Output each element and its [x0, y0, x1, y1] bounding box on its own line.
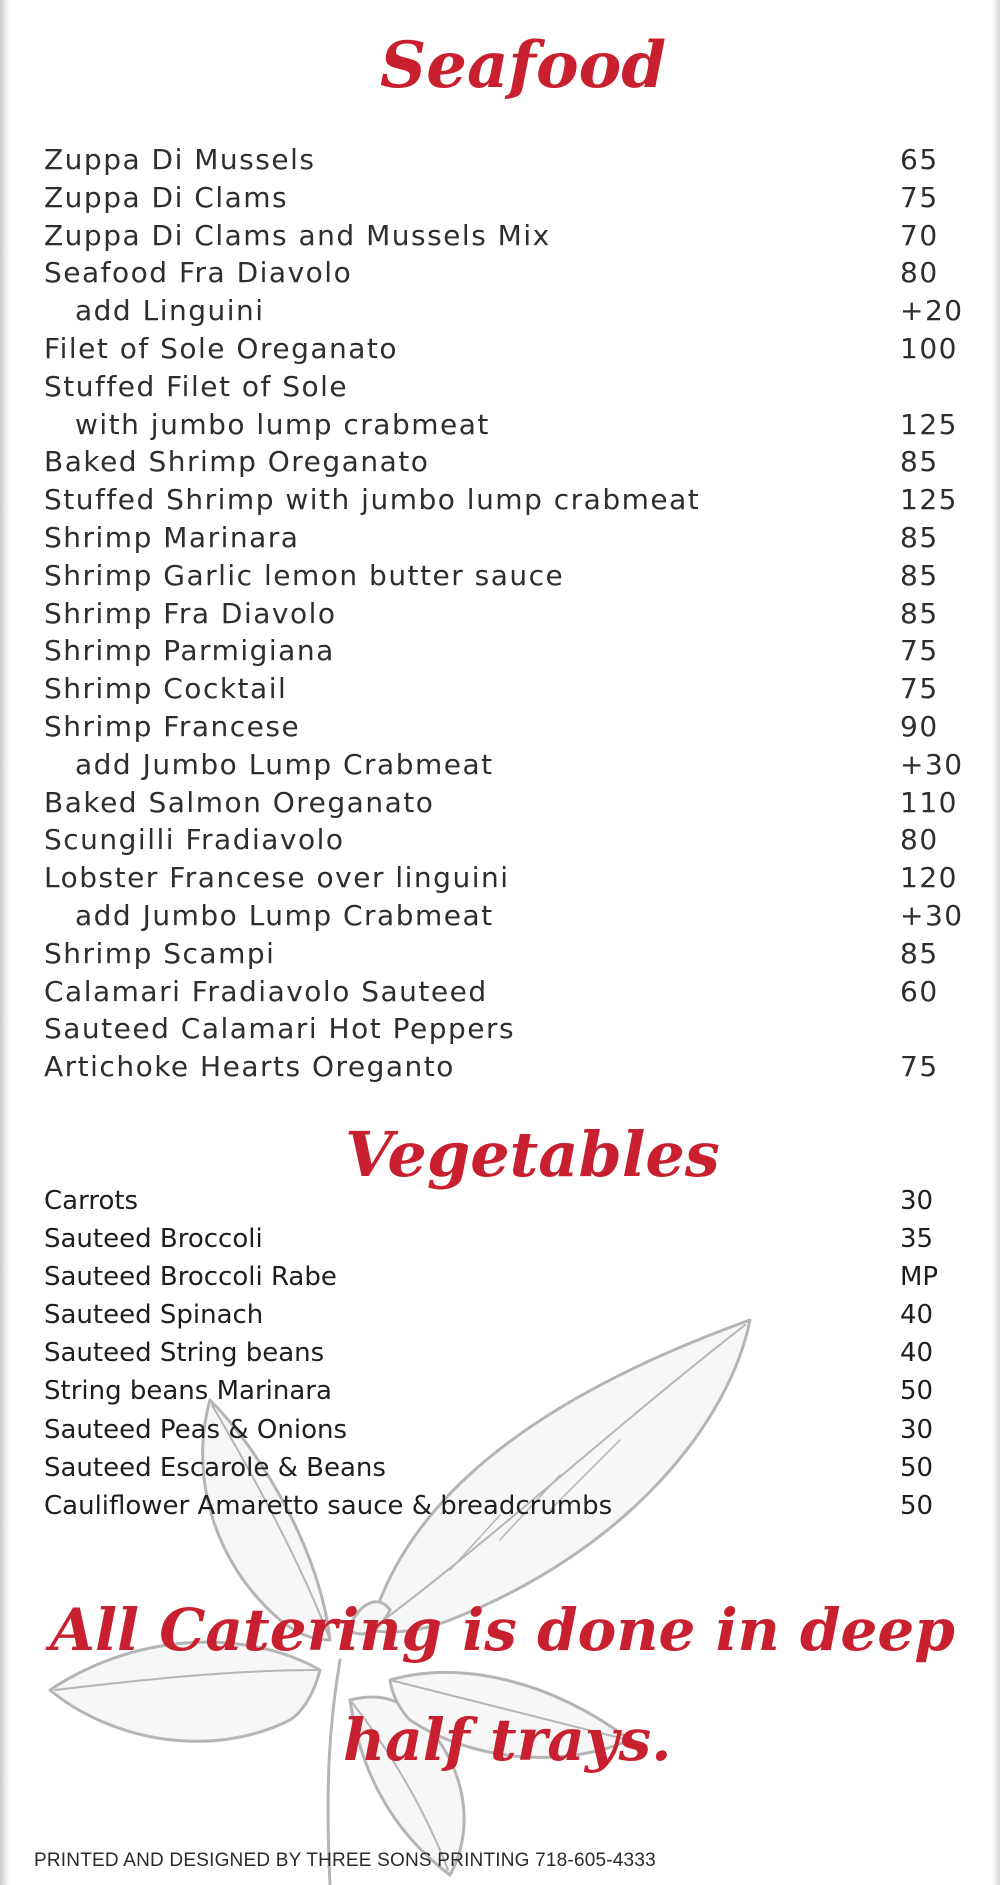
menu-item-name: Sauteed String beans — [44, 1338, 325, 1369]
vegetables-menu-list — [44, 1186, 954, 1529]
menu-item-price: 90 — [900, 709, 939, 743]
seafood-menu-row — [44, 294, 964, 332]
seafood-menu-row — [44, 597, 954, 635]
menu-item-name: Shrimp Francese — [44, 709, 301, 743]
seafood-menu-row — [44, 521, 954, 559]
vegetable-menu-row — [44, 1338, 954, 1376]
seafood-menu-row — [44, 898, 964, 937]
seafood-menu-row — [44, 331, 958, 370]
menu-item-price: 125 — [900, 407, 958, 441]
seafood-menu-row — [44, 181, 954, 219]
menu-item-name: Shrimp Garlic lemon butter sauce — [44, 558, 565, 592]
menu-item-name: Shrimp Cocktail — [44, 672, 288, 706]
seafood-menu-row — [44, 559, 954, 597]
vegetable-menu-row — [44, 1415, 954, 1453]
menu-item-name: Zuppa Di Clams and Mussels Mix — [44, 218, 551, 252]
page-right-edge-shadow — [992, 0, 1000, 1885]
menu-item-name: Artichoke Hearts Oreganto — [44, 1050, 455, 1084]
menu-item-price: 30 — [900, 1414, 934, 1445]
printer-credit-footer: PRINTED AND DESIGNED BY THREE SONS PRINTING 718-605-4333 — [34, 1850, 656, 1871]
menu-item-price: 85 — [900, 520, 939, 554]
menu-item-name: Zuppa Di Mussels — [44, 143, 316, 176]
menu-item-name: Sauteed Broccoli Rabe — [44, 1262, 337, 1293]
menu-item-price: MP — [900, 1262, 939, 1293]
menu-item-price: 125 — [900, 483, 958, 517]
menu-item-price: 50 — [900, 1376, 934, 1407]
menu-item-name: Sauteed Escarole & Beans — [44, 1452, 386, 1483]
seafood-menu-row — [44, 256, 954, 294]
menu-item-name: Calamari Fradiavolo Sauteed — [44, 974, 488, 1008]
menu-item-name: Stuffed Shrimp with jumbo lump crabmeat — [44, 483, 701, 517]
vegetable-menu-row — [44, 1300, 954, 1338]
vegetables-section-title: Vegetables — [345, 1118, 720, 1191]
menu-item-price: 75 — [900, 180, 939, 214]
menu-item-name: Sauteed Calamari Hot Peppers — [44, 1012, 516, 1046]
menu-item-name: Filet of Sole Oreganato — [44, 331, 399, 365]
menu-item-name: Sauteed Peas & Onions — [44, 1414, 347, 1445]
menu-item-price: 50 — [900, 1452, 934, 1483]
seafood-menu-row — [44, 785, 958, 824]
seafood-menu-row — [44, 823, 954, 861]
menu-item-price: 30 — [900, 1186, 934, 1216]
seafood-menu-row — [44, 747, 964, 786]
seafood-menu-row — [44, 483, 958, 521]
vegetable-menu-row — [44, 1453, 954, 1491]
seafood-menu-row — [44, 143, 954, 181]
menu-item-name: Scungilli Fradiavolo — [44, 823, 345, 857]
menu-item-name: Shrimp Parmigiana — [44, 634, 335, 668]
catering-note-line-1: All Catering is done in deep — [50, 1596, 955, 1664]
menu-item-name: Shrimp Scampi — [44, 936, 276, 970]
vegetable-menu-row — [44, 1186, 954, 1224]
menu-item-name: add Jumbo Lump Crabmeat — [75, 898, 494, 932]
vegetable-menu-row — [44, 1376, 954, 1414]
menu-item-price: 35 — [900, 1224, 934, 1255]
seafood-menu-row — [44, 407, 958, 446]
seafood-menu-row — [44, 710, 954, 748]
seafood-menu-row — [44, 861, 958, 899]
menu-item-name: Cauliflower Amaretto sauce & breadcrumbs — [44, 1490, 613, 1521]
menu-item-name: with jumbo lump crabmeat — [75, 407, 490, 441]
seafood-menu-row — [44, 219, 954, 257]
menu-item-price: +30 — [900, 898, 964, 932]
menu-item-price: 65 — [900, 143, 939, 176]
menu-item-name: Shrimp Fra Diavolo — [44, 596, 337, 630]
seafood-menu-list — [44, 143, 964, 1088]
menu-item-price: 75 — [900, 634, 939, 668]
menu-item-price: 60 — [900, 974, 939, 1008]
menu-item-name: Carrots — [44, 1186, 139, 1216]
vegetable-menu-row — [44, 1491, 954, 1529]
menu-item-name: add Jumbo Lump Crabmeat — [75, 747, 494, 781]
menu-item-price: 85 — [900, 558, 939, 592]
vegetable-menu-row — [44, 1262, 954, 1300]
menu-item-price: 50 — [900, 1490, 934, 1521]
menu-item-price: 85 — [900, 445, 939, 479]
seafood-menu-row — [44, 370, 954, 408]
menu-item-price: 80 — [900, 823, 939, 857]
menu-item-price: 100 — [900, 331, 958, 365]
menu-item-name: Sauteed Broccoli — [44, 1224, 263, 1255]
menu-item-name: Sauteed Spinach — [44, 1300, 264, 1331]
menu-item-name: Shrimp Marinara — [44, 520, 300, 554]
vegetable-menu-row — [44, 1224, 954, 1262]
seafood-menu-row — [44, 672, 954, 710]
menu-item-price: +30 — [900, 747, 964, 781]
seafood-menu-row — [44, 634, 954, 672]
catering-note-line-2: half trays. — [343, 1706, 672, 1774]
menu-item-name: String beans Marinara — [44, 1376, 332, 1407]
menu-item-price: 80 — [900, 256, 939, 290]
page-left-edge-shadow — [0, 0, 10, 1885]
menu-item-name: Stuffed Filet of Sole — [44, 369, 349, 403]
seafood-menu-row — [44, 937, 954, 975]
menu-item-price: 40 — [900, 1300, 934, 1331]
seafood-section-title: Seafood — [380, 28, 667, 103]
seafood-menu-row — [44, 1050, 954, 1088]
menu-item-price: 110 — [900, 785, 958, 819]
menu-item-name: add Linguini — [75, 294, 265, 328]
menu-item-name: Lobster Francese over linguini — [44, 861, 510, 895]
menu-item-price: 85 — [900, 596, 939, 630]
menu-item-price: 120 — [900, 861, 958, 895]
menu-item-name: Seafood Fra Diavolo — [44, 256, 353, 290]
menu-item-price: 85 — [900, 936, 939, 970]
menu-item-price: 75 — [900, 672, 939, 706]
menu-item-price: 40 — [900, 1338, 934, 1369]
menu-item-price: +20 — [900, 294, 964, 328]
seafood-menu-row — [44, 445, 954, 483]
menu-item-name: Baked Shrimp Oreganato — [44, 445, 430, 479]
menu-item-name: Baked Salmon Oreganato — [44, 785, 435, 819]
seafood-menu-row — [44, 1012, 954, 1050]
menu-item-price: 70 — [900, 218, 939, 252]
seafood-menu-row — [44, 975, 954, 1013]
menu-item-name: Zuppa Di Clams — [44, 180, 289, 214]
menu-item-price: 75 — [900, 1050, 939, 1084]
